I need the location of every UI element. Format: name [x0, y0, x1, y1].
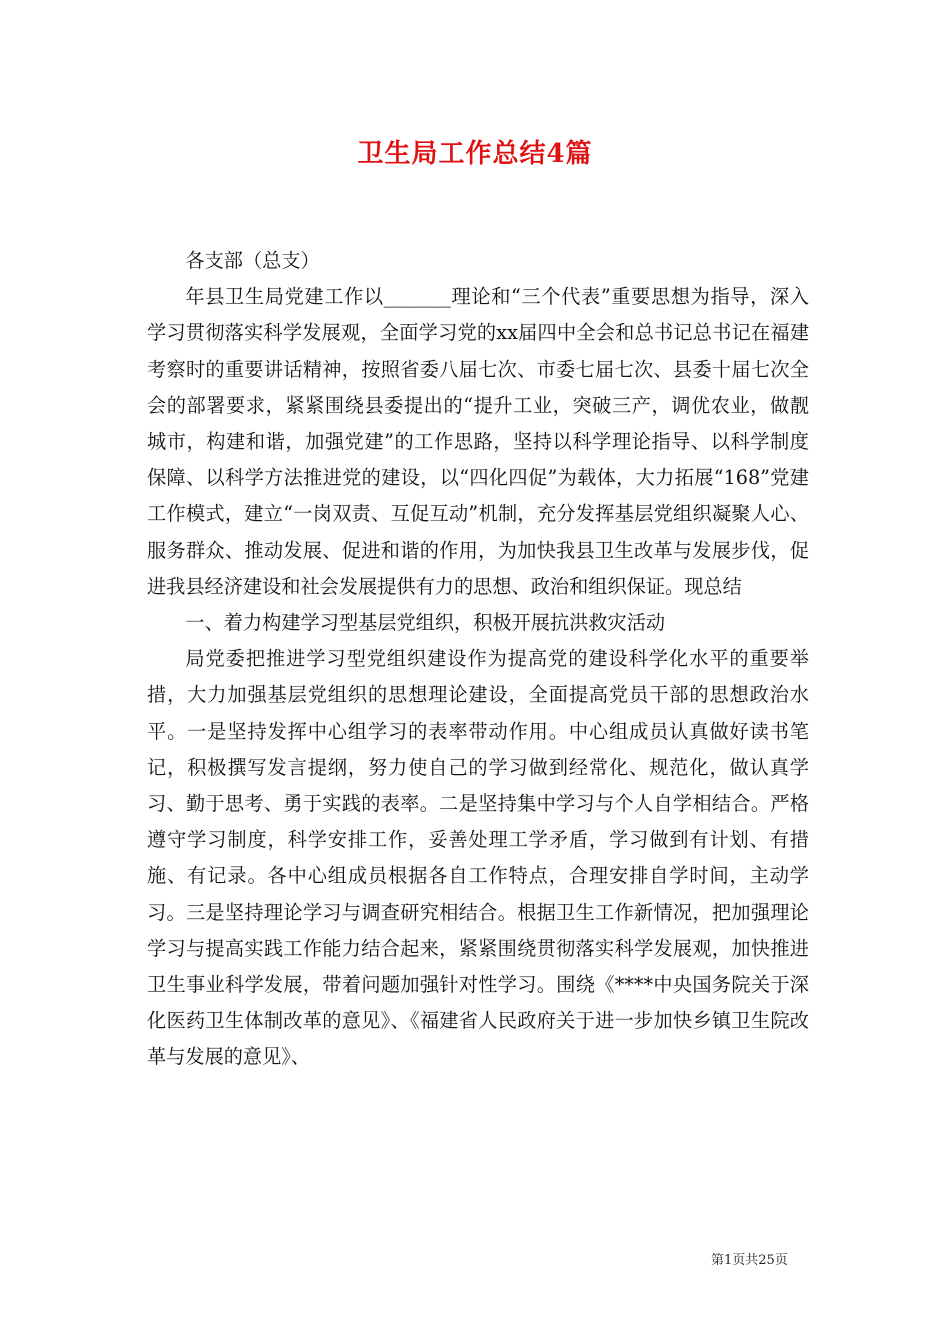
intro-paragraph: 年县卫生局党建工作以_______理论和“三个代表”重要思想为指导，深入学习贯彻落实科学发展观，全面学习党的xx届四中全会和总书记总书记在福建考察时的重要讲话精神，按照省委八届七次、市委七届七次、县委十届七次全会的部署要求，紧紧围绕县委提出的“提升工业，突破三产，调优农业，做靓城市，构建和谐，加强党建”的工作思路，坚持以科学理论指导、以科学制度保障、以科学方法推进党的建设，以“四化四促”为载体，大力拓展“168”党建工作模式，建立“一岗双责、互促互动”机制，充分发挥基层党组织凝聚人心、服务群众、推动发展、促进和谐的作用，为加快我县卫生改革与发展步伐，促进我县经济建设和社会发展提供有力的思想、政治和组织保证。现总结: [147, 285, 809, 598]
section-body-paragraph: 局党委把推进学习型党组织建设作为提高党的建设科学化水平的重要举措，大力加强基层党组织的思想理论建设，全面提高党员干部的思想政治水平。一是坚持发挥中心组学习的表率带动作用。中心组成员认真做好读书笔记，积极撰写发言提纲，努力使自己的学习做到经常化、规范化，做认真学习、勤于思考、勇于实践的表率。二是坚持集中学习与个人自学相结合。严格遵守学习制度，科学安排工作，妥善处理工学矛盾，学习做到有计划、有措施、有记录。各中心组成员根据各自工作特点，合理安排自学时间，主动学习。三是坚持理论学习与调查研究相结合。根据卫生工作新情况，把加强理论学习与提高实践工作能力结合起来，紧紧围绕贯彻落实科学发展观，加快推进卫生事业科学发展，带着问题加强针对性学习。围绕《****中央国务院关于深化医药卫生体制改革的意见》、《福建省人民政府关于进一步加快乡镇卫生院改革与发展的意见》、: [147, 647, 809, 1069]
page-number: 第1页共25页: [711, 1253, 788, 1268]
document-body: [147, 243, 809, 1076]
page-title: 卫生局工作总结4篇: [357, 139, 593, 169]
salutation-paragraph: 各支部（总支）: [185, 249, 320, 272]
section-heading: 一、着力构建学习型基层党组织，积极开展抗洪救灾活动: [185, 611, 666, 635]
